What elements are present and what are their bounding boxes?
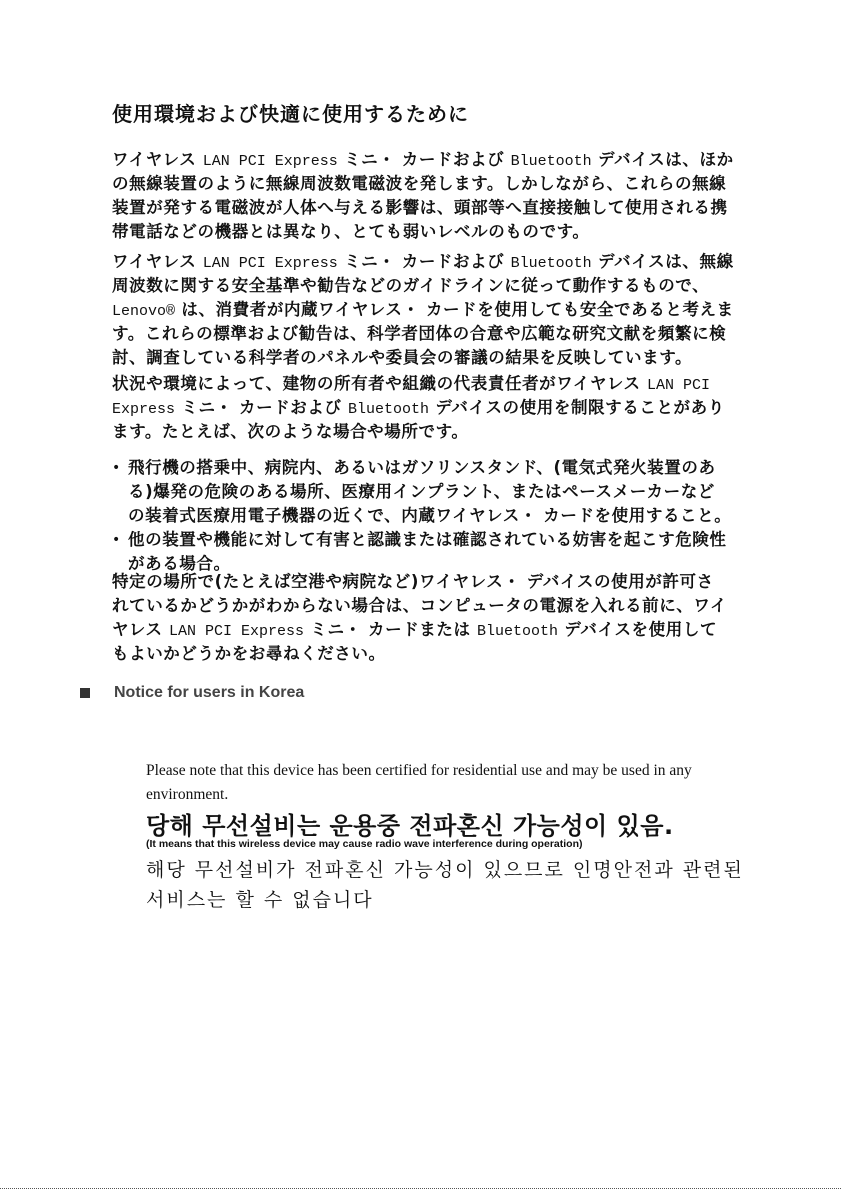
page-title: 使用環境および快適に使用するために <box>112 102 469 126</box>
korea-korean-line-2: 서비스는 할 수 없습니다 <box>146 889 374 911</box>
text-run: ミニ・ カードおよび <box>337 252 511 271</box>
para1-line <box>112 172 726 196</box>
text-run: ヤレス <box>112 620 169 639</box>
korea-english-line-1: Please note that this device has been certified for residential use and may be used in any <box>146 762 692 779</box>
para3-line <box>112 372 710 396</box>
text-run: デバイスの使用を制限することがあり <box>428 398 725 417</box>
text-run: す。これらの標準および勧告は、科学者団体の合意や広範な研究文献を頻繁に検 <box>112 324 727 343</box>
latin-term: Bluetooth <box>476 623 558 640</box>
bullet-dot-icon: • <box>112 460 121 476</box>
para2-line <box>112 322 726 346</box>
latin-term: Express <box>112 401 176 418</box>
para2-line <box>112 298 734 322</box>
text-run: ワイヤレス <box>112 150 203 169</box>
latin-term: LAN PCI Express <box>202 255 338 272</box>
latin-term: Bluetooth <box>510 255 592 272</box>
bullet-item-line: の装着式医療用電子機器の近くで、内蔵ワイヤレス・ カードを使用すること。 <box>128 506 732 525</box>
text-run: デバイスは、ほか <box>591 150 734 169</box>
text-run: れているかどうかがわからない場合は、コンピュータの電源を入れる前に、ワイ <box>112 596 728 615</box>
para4-line <box>112 618 717 642</box>
korea-notice-korean-bold: 당해 무선설비는 운용중 전파혼신 가능성이 있음. <box>146 812 674 840</box>
korea-notice-english-translation: (It means that this wireless device may cause radio wave interference during operation) <box>146 838 583 850</box>
page-bottom-rule <box>0 1188 841 1189</box>
para2-line <box>112 250 734 274</box>
para1-line <box>112 196 728 220</box>
latin-term: Bluetooth <box>510 153 592 170</box>
text-run: ミニ・ カードおよび <box>337 150 511 169</box>
latin-term: LAN PCI <box>646 377 710 394</box>
korea-english-line-2: environment. <box>146 786 229 803</box>
text-run: は、消費者が内蔵ワイヤレス・ カードを使用しても安全であると考えま <box>175 300 734 319</box>
para1-line <box>112 220 589 244</box>
text-run: もよいかどうかをお尋ねください。 <box>112 644 386 663</box>
text-run: 周波数に関する安全基準や勧告などのガイドラインに従って動作するもので、 <box>112 276 710 295</box>
para2-line <box>112 346 692 370</box>
square-bullet-icon <box>80 688 90 698</box>
bullet-item-line: 飛行機の搭乗中、病院内、あるいはガソリンスタンド、(電気式発火装置のあ <box>128 458 716 477</box>
korea-notice-heading-text: Notice for users in Korea <box>114 684 305 701</box>
para4-line <box>112 642 386 666</box>
text-run: ます。たとえば、次のような場合や場所です。 <box>112 422 469 441</box>
bullet-item-line: 他の装置や機能に対して有害と認識または確認されている妨害を起こす危険性 <box>128 530 727 549</box>
text-run: デバイスは、無線 <box>591 252 734 271</box>
text-run: ミニ・ カードまたは <box>304 620 477 639</box>
text-run: 討、調査している科学者のパネルや委員会の審議の結果を反映しています。 <box>112 348 693 367</box>
para4-line <box>112 594 727 618</box>
para2-line <box>112 274 709 298</box>
latin-term: Lenovo® <box>112 303 176 320</box>
text-run: の無線装置のように無線周波数電磁波を発します。しかしながら、これらの無線 <box>112 174 727 193</box>
text-run: ワイヤレス <box>112 252 203 271</box>
para3-line <box>112 420 468 444</box>
latin-term: LAN PCI Express <box>168 623 305 640</box>
para1-line <box>112 148 734 172</box>
text-run: ミニ・ カードおよび <box>175 398 348 417</box>
bullet-item-line: る)爆発の危険のある場所、医療用インプラント、またはペースメーカーなど <box>128 482 715 501</box>
para4-line <box>112 570 714 594</box>
text-run: 特定の場所で(たとえば空港や病院など)ワイヤレス・ デバイスの使用が許可さ <box>112 572 714 591</box>
korea-korean-line-1: 해당 무선설비가 전파혼신 가능성이 있으므로 인명안전과 관련된 <box>146 859 744 881</box>
text-run: デバイスを使用して <box>557 620 718 639</box>
bullet-item-line: がある場合。 <box>128 554 231 573</box>
text-run: 帯電話などの機器とは異なり、とても弱いレベルのものです。 <box>112 222 590 241</box>
latin-term: Bluetooth <box>347 401 429 418</box>
korea-notice-heading <box>80 682 304 704</box>
latin-term: LAN PCI Express <box>202 153 338 170</box>
text-run: 状況や環境によって、建物の所有者や組織の代表責任者がワイヤレス <box>112 374 647 393</box>
text-run: 装置が発する電磁波が人体へ与える影響は、頭部等へ直接接触して使用される携 <box>112 198 728 217</box>
para3-line <box>112 396 725 420</box>
bullet-dot-icon: • <box>112 532 121 548</box>
